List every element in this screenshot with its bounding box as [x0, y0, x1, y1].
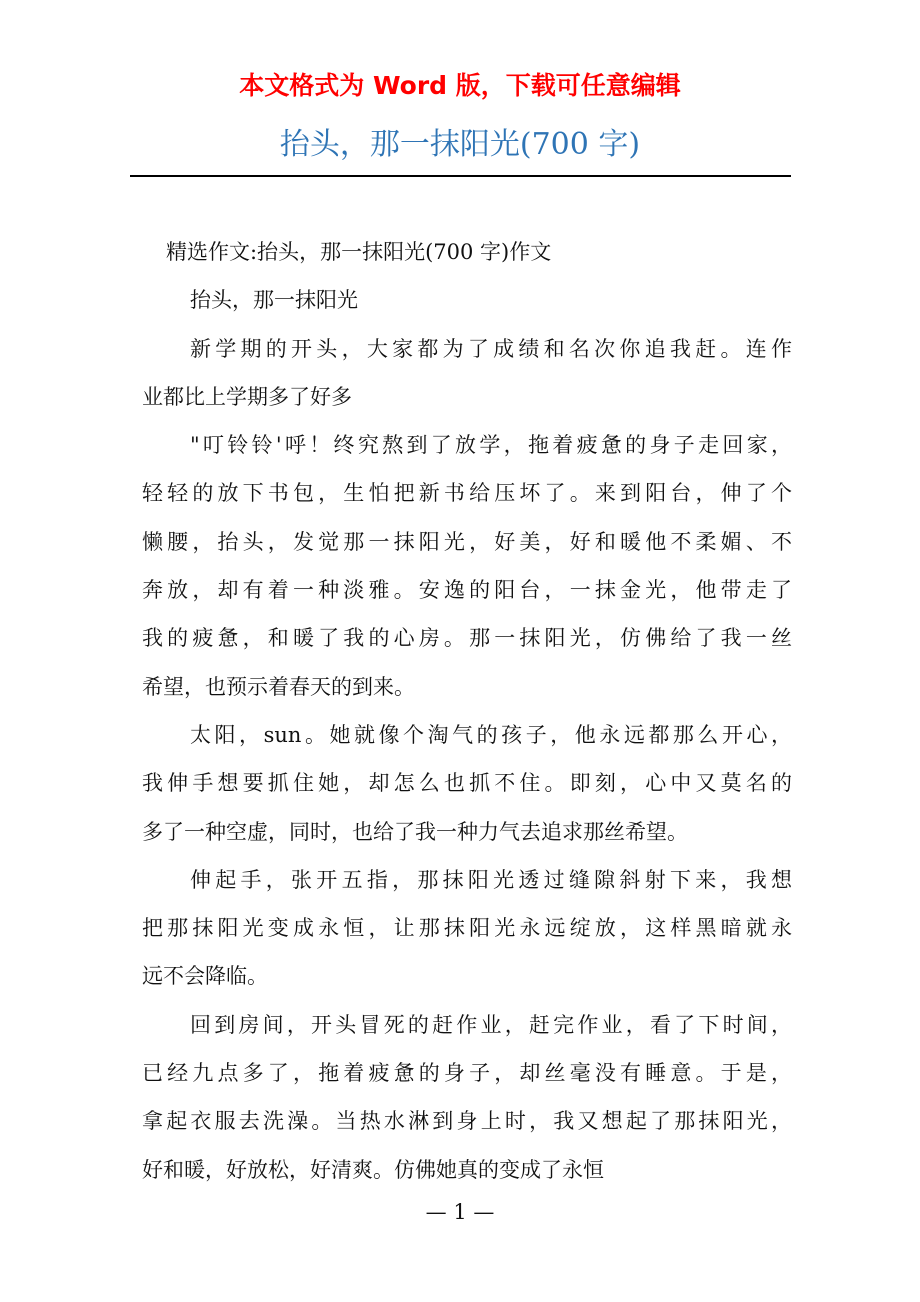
paragraph-line: 抬头，那一抹阳光 [190, 288, 358, 313]
paragraph-line: 希望，也预示着春天的到来。 [142, 674, 415, 699]
paragraph-line: 把那抹阳光变成永恒，让那抹阳光永远绽放，这样黑暗就永 [142, 916, 792, 941]
paragraph [142, 1005, 792, 1198]
paragraph [142, 425, 792, 715]
paragraph-line: 我伸手想要抓住她，却怎么也抓不住。即刻，心中又莫名的 [142, 771, 792, 796]
paragraph [142, 280, 792, 328]
paragraph-line: 回到房间，开头冒死的赶作业，赶完作业，看了下时间， [190, 1012, 792, 1037]
paragraph [142, 860, 792, 1005]
document-body [142, 232, 792, 1198]
title-divider [130, 175, 791, 177]
paragraph-line: "叮铃铃'呼！终究熬到了放学，拖着疲惫的身子走回家， [190, 433, 792, 458]
paragraph-line: 新学期的开头，大家都为了成绩和名次你追我赶。连作 [190, 336, 792, 361]
paragraph-line: 精选作文:抬头，那一抹阳光(700 字)作文 [166, 240, 552, 264]
word-format-banner: 本文格式为 Word 版，下载可任意编辑 [239, 71, 681, 100]
paragraph-line: 已经九点多了，拖着疲惫的身子，却丝毫没有睡意。于是， [142, 1061, 792, 1086]
document-title: 抬头，那一抹阳光(700 字) [279, 127, 641, 162]
paragraph-line: 太阳，sun。她就像个淘气的孩子，他永远都那么开心， [190, 722, 792, 747]
paragraph-line: 奔放，却有着一种淡雅。安逸的阳台，一抹金光，他带走了 [142, 578, 792, 603]
paragraph-line: 伸起手，张开五指，那抹阳光透过缝隙斜射下来，我想 [190, 867, 792, 892]
paragraph [142, 715, 792, 860]
paragraph [142, 232, 792, 280]
paragraph-line: 远不会降临。 [142, 964, 268, 989]
page-number: — 1 — [425, 1200, 495, 1224]
paragraph-line: 懒腰，抬头，发觉那一抹阳光，好美，好和暖他不柔媚、不 [142, 529, 792, 554]
paragraph [142, 329, 792, 426]
paragraph-line: 拿起衣服去洗澡。当热水淋到身上时，我又想起了那抹阳光， [142, 1109, 792, 1134]
paragraph-line: 我的疲惫，和暖了我的心房。那一抹阳光，仿佛给了我一丝 [142, 626, 792, 651]
paragraph-line: 好和暖，好放松，好清爽。仿佛她真的变成了永恒 [142, 1157, 604, 1182]
paragraph-line: 业都比上学期多了好多 [142, 384, 352, 409]
paragraph-line: 轻轻的放下书包，生怕把新书给压坏了。来到阳台，伸了个 [142, 481, 792, 506]
paragraph-line: 多了一种空虚，同时，也给了我一种力气去追求那丝希望。 [142, 819, 688, 844]
